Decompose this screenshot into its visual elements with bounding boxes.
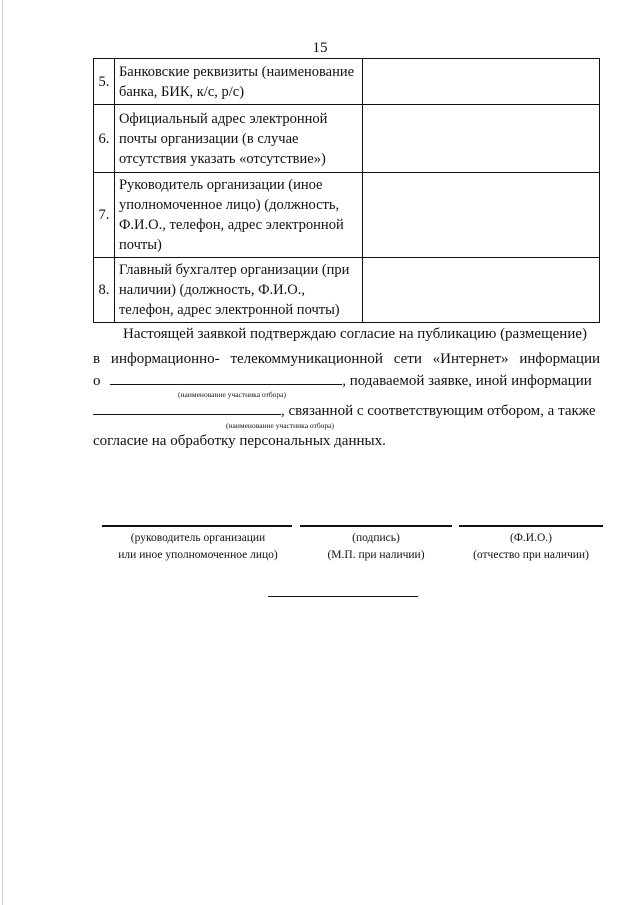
hint-participant-2: (наименование участника отбора)	[226, 421, 334, 430]
row-label: Официальный адрес электронной почты организации (в случае отсутствия указать «отсутствие»)	[114, 105, 362, 173]
page-number: 15	[312, 40, 328, 56]
row-label: Главный бухгалтер организации (при наличии) (должность, Ф.И.О., телефон, адрес электронной почты)	[114, 258, 362, 323]
table-row	[94, 105, 600, 173]
consent-suffix-1: , подаваемой заявке, иной информации	[342, 373, 592, 389]
row-value-cell[interactable]	[362, 258, 599, 323]
date-line[interactable]	[268, 596, 418, 597]
row-number: 5.	[94, 59, 115, 105]
row-value-cell[interactable]	[362, 105, 599, 173]
row-value-cell[interactable]	[362, 59, 599, 105]
participant-name-field[interactable]	[110, 371, 342, 385]
caption-fio	[455, 530, 607, 564]
requisites-table	[93, 58, 600, 323]
table-row	[94, 258, 600, 323]
row-number: 7.	[94, 173, 115, 258]
signature-line-head[interactable]	[102, 525, 292, 527]
caption-head-line1: (руководитель организации	[130, 532, 266, 544]
row-value-cell[interactable]	[362, 173, 599, 258]
signature-line-sign[interactable]	[300, 525, 452, 527]
caption-sign-line1: (подпись)	[352, 532, 400, 544]
caption-head	[100, 530, 296, 564]
consent-suffix-2: , связанной с соответствующим отбором, а также	[281, 403, 596, 419]
participant-name-field-2[interactable]	[93, 401, 281, 415]
hint-participant-1: (наименование участника отбора)	[178, 390, 286, 399]
caption-fio-line2: (отчество при наличии)	[473, 549, 589, 561]
table-row	[94, 59, 600, 105]
table-row	[94, 173, 600, 258]
row-label: Банковские реквизиты (наименование банка, БИК, к/с, р/с)	[114, 59, 362, 105]
row-number: 8.	[94, 258, 115, 323]
caption-head-line2: или иное уполномоченное лицо)	[118, 549, 278, 561]
caption-sign-line2: (М.П. при наличии)	[327, 549, 425, 561]
consent-line-2: в информационно- телекоммуникационной сети «Интернет» информации	[93, 351, 600, 367]
consent-prefix: о	[93, 373, 101, 389]
row-number: 6.	[94, 105, 115, 173]
caption-sign	[300, 530, 452, 564]
row-label: Руководитель организации (иное уполномоченное лицо) (должность, Ф.И.О., телефон, адрес электронной почты)	[114, 173, 362, 258]
consent-line-4	[93, 401, 600, 420]
consent-line-5: согласие на обработку персональных данных.	[93, 433, 386, 449]
consent-line-1: Настоящей заявкой подтверждаю согласие на публикацию (размещение)	[123, 326, 587, 342]
signature-line-fio[interactable]	[459, 525, 603, 527]
page-edge	[2, 0, 3, 905]
consent-line-3	[93, 371, 600, 390]
caption-fio-line1: (Ф.И.О.)	[510, 532, 552, 544]
